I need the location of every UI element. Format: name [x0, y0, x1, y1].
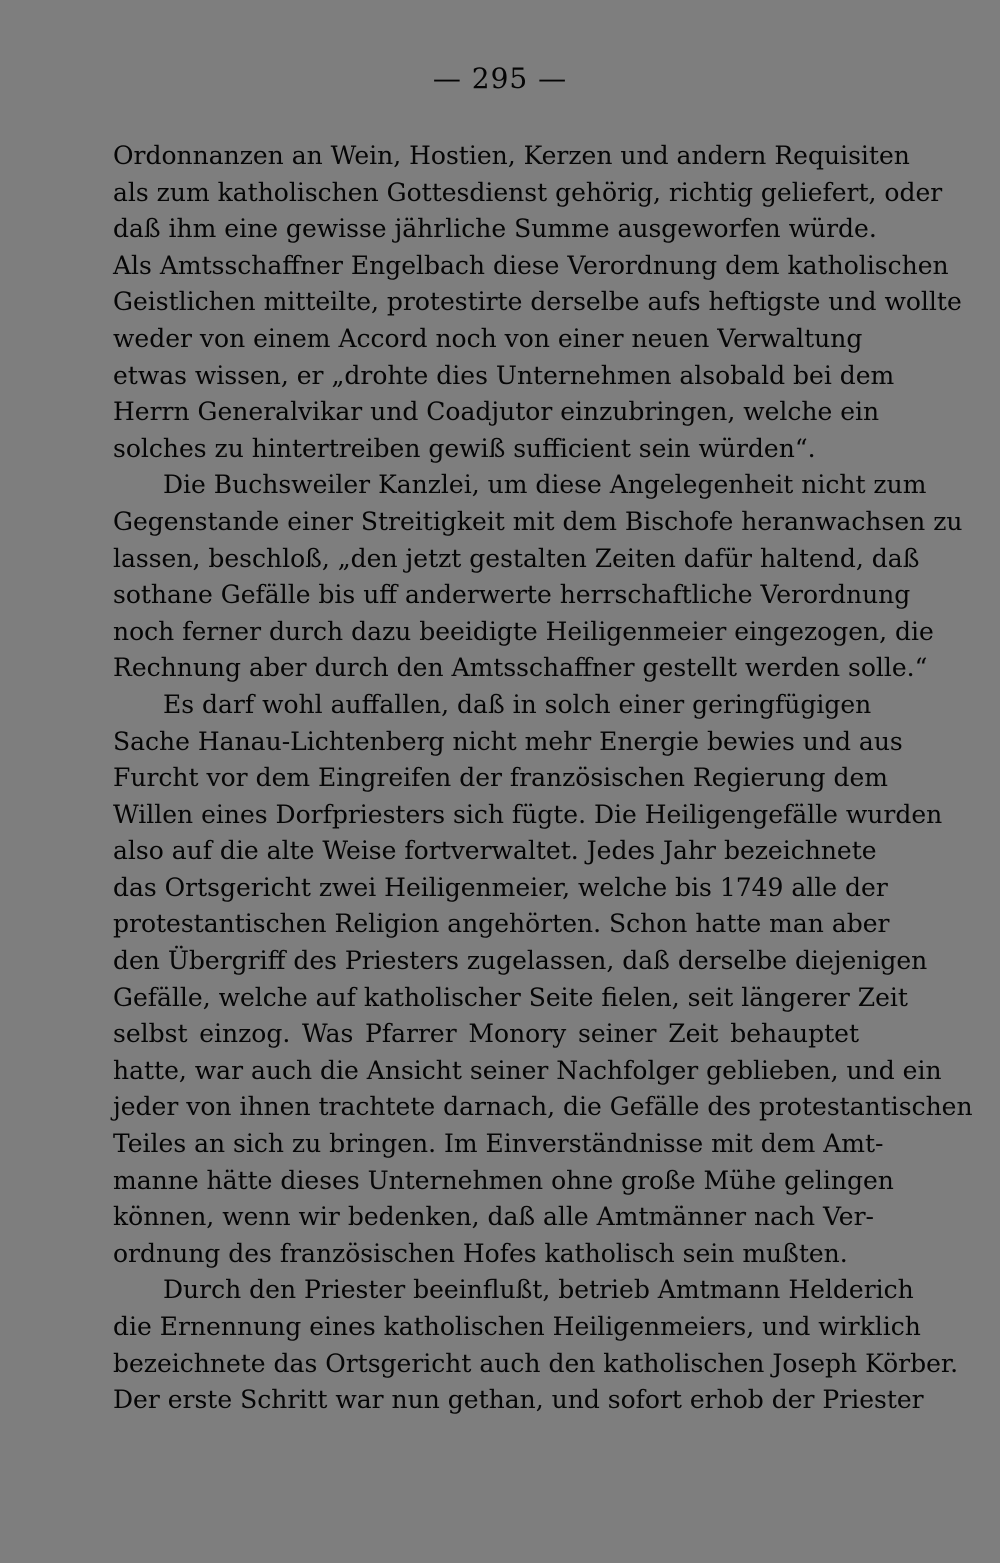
text-line: jeder von ihnen trachtete darnach, die Gefälle des protestantischen — [113, 1092, 973, 1122]
text-line: Gefälle, welche auf katholischer Seite fielen, seit längerer Zeit — [113, 982, 908, 1012]
text-line: als zum katholischen Gottesdienst gehörig, richtig geliefert, oder — [113, 177, 943, 207]
text-line: hatte, war auch die Ansicht seiner Nachfolger geblieben, und ein — [113, 1055, 942, 1085]
text-line: Teiles an sich zu bringen. Im Einverständnisse mit dem Amt- — [113, 1129, 884, 1159]
text-line: protestantischen Religion angehörten. Schon hatte man aber — [113, 909, 890, 939]
text-line: das Ortsgericht zwei Heiligenmeier, welche bis 1749 alle der — [113, 872, 888, 902]
text-line: können, wenn wir bedenken, daß alle Amtmänner nach Ver- — [113, 1202, 874, 1232]
text-line: den Übergriff des Priesters zugelassen, daß derselbe diejenigen — [113, 946, 928, 976]
text-line: lassen, beschloß, „den jetzt gestalten Zeiten dafür haltend, daß — [113, 543, 920, 573]
text-line: daß ihm eine gewisse jährliche Summe ausgeworfen würde. — [113, 214, 877, 244]
text-line: Die Buchsweiler Kanzlei, um diese Angelegenheit nicht zum — [163, 470, 927, 500]
text-line: Furcht vor dem Eingreifen der französischen Regierung dem — [113, 763, 888, 793]
text-line: Es darf wohl auffallen, daß in solch einer geringfügigen — [163, 689, 872, 719]
text-line: etwas wissen, er „drohte dies Unternehmen alsobald bei dem — [113, 360, 895, 390]
text-line: Sache Hanau-Lichtenberg nicht mehr Energie bewies und aus — [113, 726, 903, 756]
text-line: bezeichnete das Ortsgericht auch den katholischen Joseph Körber. — [113, 1348, 959, 1378]
paragraph-4 — [113, 1272, 959, 1418]
text-line: also auf die alte Weise fortverwaltet. Jedes Jahr bezeichnete — [113, 836, 877, 866]
page-number: — 295 — — [432, 62, 568, 95]
text-line: Rechnung aber durch den Amtsschaffner gestellt werden solle.“ — [113, 653, 928, 683]
paragraph-1 — [113, 138, 962, 467]
text-line: selbst einzog. Was Pfarrer Monory seiner Zeit behauptet — [113, 1019, 859, 1049]
text-line: Gegenstande einer Streitigkeit mit dem Bischofe heranwachsen zu — [113, 506, 963, 536]
text-line: Geistlichen mitteilte, protestirte derselbe aufs heftigste und wollte — [113, 287, 962, 317]
text-line: noch ferner durch dazu beeidigte Heiligenmeier eingezogen, die — [113, 616, 934, 646]
text-line: weder von einem Accord noch von einer neuen Verwaltung — [113, 323, 863, 353]
text-line: solches zu hintertreiben gewiß sufficient sein würden“. — [113, 433, 816, 463]
body-text — [113, 138, 973, 1419]
paragraph-2 — [113, 467, 963, 687]
text-line: manne hätte dieses Unternehmen ohne große Mühe gelingen — [113, 1165, 894, 1195]
text-line: die Ernennung eines katholischen Heiligenmeiers, und wirklich — [113, 1312, 921, 1341]
text-line: Ordonnanzen an Wein, Hostien, Kerzen und andern Requisiten — [113, 141, 910, 170]
text-line: Durch den Priester beeinflußt, betrieb Amtmann Helderich — [163, 1275, 914, 1305]
text-line: Willen eines Dorfpriesters sich fügte. Die Heiligengefälle wurden — [113, 799, 943, 829]
text-line: Herrn Generalvikar und Coadjutor einzubringen, welche ein — [113, 397, 880, 427]
text-line: sothane Gefälle bis uff anderwerte herrschaftliche Verordnung — [113, 580, 911, 610]
text-line: Der erste Schritt war nun gethan, und sofort erhob der Priester — [113, 1385, 924, 1415]
text-line: ordnung des französischen Hofes katholisch sein mußten. — [113, 1238, 848, 1268]
text-line: Als Amtsschaffner Engelbach diese Verordnung dem katholischen — [113, 250, 949, 280]
paragraph-3 — [113, 687, 973, 1273]
